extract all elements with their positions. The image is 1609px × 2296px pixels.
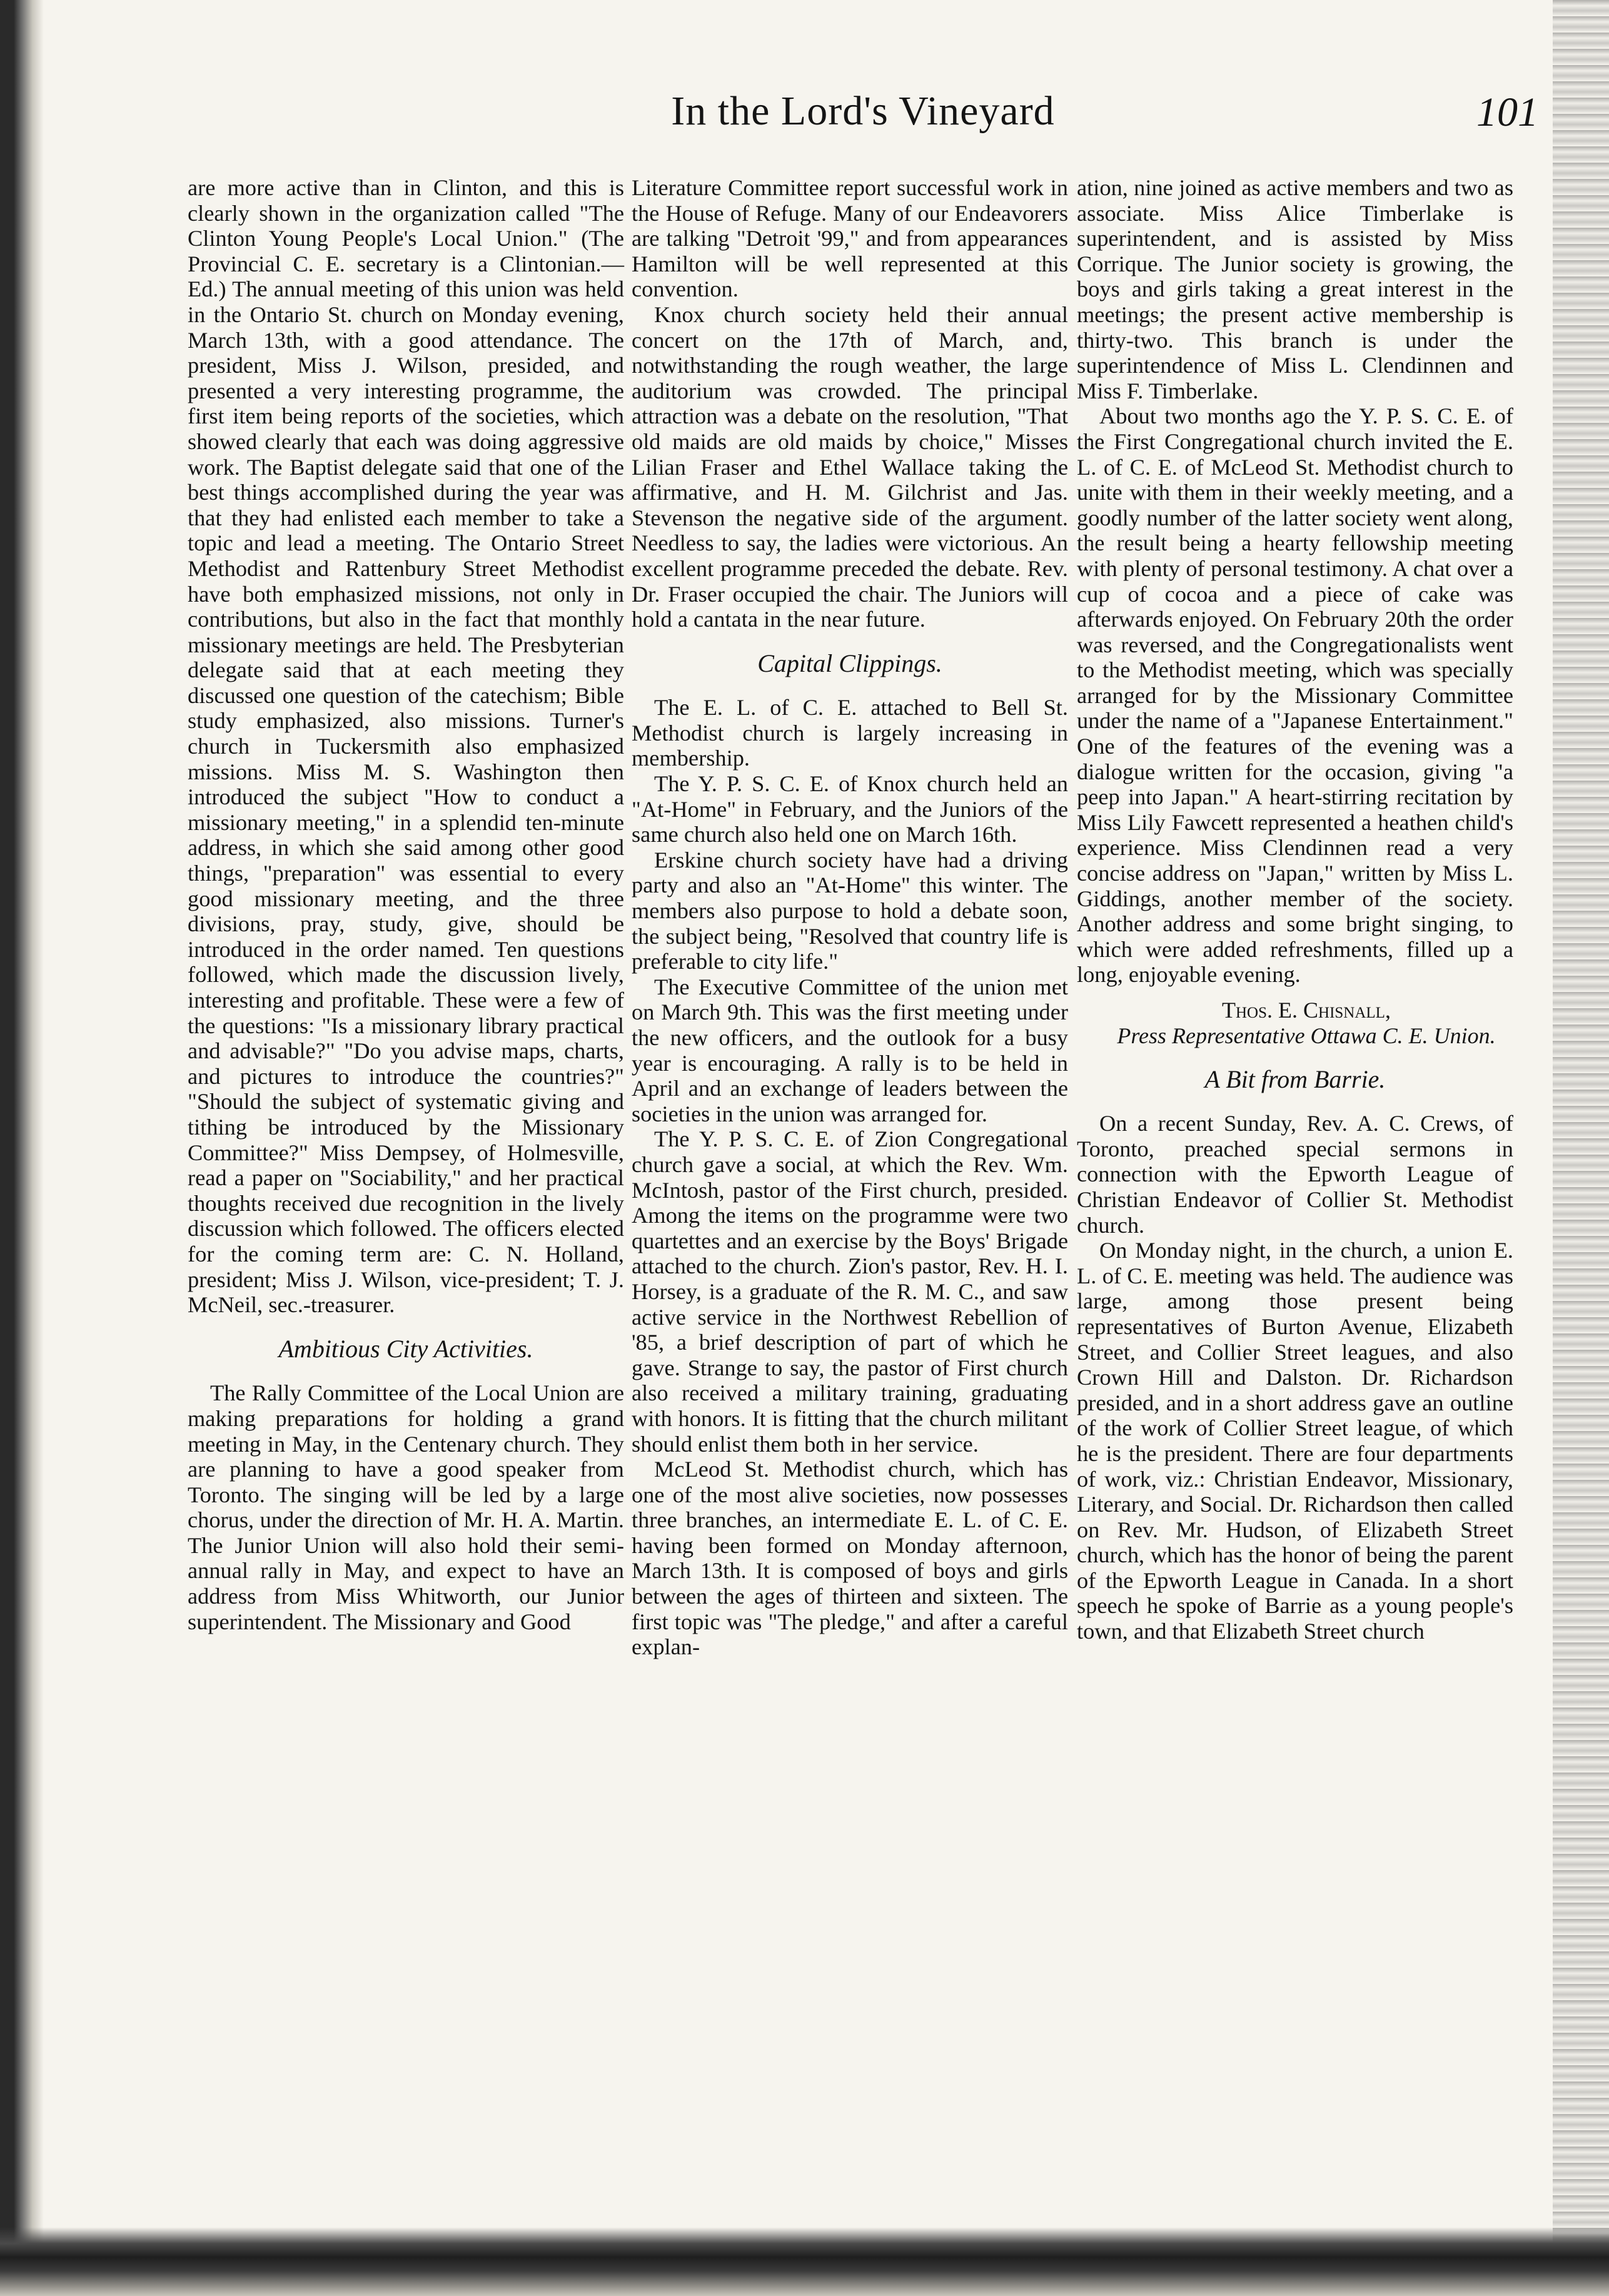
paragraph: McLeod St. Methodist church, which has one of the most alive societies, now possesses three branches, an intermediate E. L. of C. E. having been formed on Monday afternoon, March 13th. It is composed of boys and girls between the ages of thirteen and sixteen. The first topic was "The pledge," and after a careful explan- (632, 1457, 1068, 1660)
paragraph: On Monday night, in the church, a union E. L. of C. E. meeting was held. The audience was large, among those present being representatives of Burton Avenue, Elizabeth Street, and Collier Street leagues, and also Crown Hill and Dalston. Dr. Richardson presided, and in a short address gave an outline of the work of Collier Street league, of which he is the president. There are four departments of work, viz.: Christian Endeavor, Missionary, Literary, and Social. Dr. Richardson then called on Rev. Mr. Hudson, of Elizabeth Street church, which has the honor of being the parent of the Epworth League in Canada. In a short speech he spoke of Barrie as a young people's town, and that Elizabeth Street church (1077, 1238, 1513, 1644)
signature-name: Thos. E. Chisnall, (1222, 998, 1391, 1023)
column-2 (632, 175, 1068, 2202)
column-3 (1077, 175, 1513, 2202)
signature-title: Press Representative Ottawa C. E. Union. (1117, 1023, 1496, 1048)
paragraph: The Y. P. S. C. E. of Zion Congregational church gave a social, at which the Rev. Wm. McIntosh, pastor of the First church, presided. Among the items on the programme were two quartettes and an exercise by the Boys' Brigade attached to the church. Zion's pastor, Rev. H. I. Horsey, is a graduate of the R. M. C., and saw active service in the Northwest Rebellion of '85, a brief description of part of which he gave. Strange to say, the pastor of First church also received a military training, graduating with honors. It is fitting that the church militant should enlist them both in her service. (632, 1126, 1068, 1457)
paragraph: are more active than in Clinton, and this is clearly shown in the organization called "The Clinton Young People's Local Union." (The Provincial C. E. secretary is a Clintonian.—Ed.) The annual meeting of this union was held in the Ontario St. church on Monday evening, March 13th, with a good attendance. The president, Miss J. Wilson, presided, and presented a very interesting programme, the first item being reports of the societies, which showed clearly that each was doing aggressive work. The Baptist delegate said that one of the best things accomplished during the year was that they had enlisted each member to take a topic and lead a meeting. The Ontario Street Methodist and Rattenbury Street Methodist have both emphasized missions, not only in contributions, but also in the fact that monthly missionary meetings are held. The Presbyterian delegate said that at each meeting they discussed one question of the catechism; Bible study emphasized, also missions. Turner's church in Tuckersmith also emphasized missions. Miss M. S. Washington then introduced the subject "How to conduct a missionary meeting," in a splendid ten-minute address, in which she said among other good things, "preparation" was essential to every good missionary meeting, and the three divisions, pray, study, give, should be introduced in the order named. Ten questions followed, which made the discussion lively, interesting and profitable. These were a few of the questions: "Is a missionary library practical and advisable?" "Do you advise maps, charts, and pictures to introduce the countries?" "Should the subject of systematic giving and tithing be introduced by the Missionary Committee?" Miss Dempsey, of Holmesville, read a paper on "Sociability," and her practical thoughts received due recognition in the lively discussion which followed. The officers elected for the coming term are: C. N. Holland, president; Miss J. Wilson, vice-president; T. J. McNeil, sec.-treasurer. (188, 175, 624, 1318)
page-header (188, 88, 1538, 150)
paragraph: The Y. P. S. C. E. of Knox church held an "At-Home" in February, and the Juniors of the same church also held one on March 16th. (632, 771, 1068, 847)
paragraph: Knox church society held their annual concert on the 17th of March, and, notwithstanding the rough weather, the large auditorium was crowded. The principal attraction was a debate on the resolution, "That old maids are old maids by choice," Misses Lilian Fraser and Ethel Wallace taking the affirmative, and H. M. Gilchrist and Jas. Stevenson the negative side of the argument. Needless to say, the ladies were victorious. An excellent programme preceded the debate. Rev. Dr. Fraser occupied the chair. The Juniors will hold a cantata in the near future. (632, 301, 1068, 632)
running-head: In the Lord's Vineyard (671, 88, 1055, 134)
paragraph: The Executive Committee of the union met on March 9th. This was the first meeting under the new officers, and the outlook for a busy year is encouraging. A rally is to be held in April and an exchange of leaders between the societies in the union was arranged for. (632, 974, 1068, 1126)
paragraph: The E. L. of C. E. attached to Bell St. Methodist church is largely increasing in membership. (632, 695, 1068, 771)
paragraph: Literature Committee report successful work in the House of Refuge. Many of our Endeavorers are talking "Detroit '99," and from appearances Hamilton will be well represented at this convention. (632, 175, 1068, 302)
paragraph: On a recent Sunday, Rev. A. C. Crews, of Toronto, preached special sermons in connection with the Epworth League of Christian Endeavor of Collier St. Methodist church. (1077, 1111, 1513, 1238)
section-heading-ambitious-city: Ambitious City Activities. (278, 1334, 533, 1363)
paragraph: About two months ago the Y. P. S. C. E. of the First Congregational church invited the E. L. of C. E. of McLeod St. Methodist church to unite with them in their weekly meeting, and a goodly number of the latter society went along, the result being a hearty fellowship meeting with plenty of personal testimony. A chat over a cup of cocoa and a piece of cake was afterwards enjoyed. On February 20th the order was reversed, and the Congregationalists went to the Methodist meeting, which was specially arranged for by the Missionary Committee under the name of a "Japanese Entertainment." One of the features of the evening was a dialogue written for the occasion, giving "a peep into Japan." A heart-stirring recitation by Miss Lily Fawcett represented a heathen child's experience. Miss Clendinnen read a very concise address on "Japan," written by Miss L. Giddings, another member of the society. Another address and some bright singing, to which were added refreshments, filled up a long, enjoyable evening. (1077, 403, 1513, 988)
scan-right-edge (1553, 0, 1609, 2296)
column-1 (188, 175, 624, 2202)
section-heading-bit-from-barrie: A Bit from Barrie. (1204, 1065, 1386, 1093)
paragraph: Erskine church society have had a driving party and also an "At-Home" this winter. The members also purpose to hold a debate soon, the subject being, "Resolved that country life is preferable to city life." (632, 847, 1068, 974)
scan-binding-edge (0, 0, 44, 2296)
section-heading-capital-clippings: Capital Clippings. (757, 649, 942, 677)
paragraph: The Rally Committee of the Local Union are making preparations for holding a grand meeting in May, in the Centenary church. They are planning to have a good speaker from Toronto. The singing will be led by a large chorus, under the direction of Mr. H. A. Martin. The Junior Union will also hold their semi-annual rally in May, and expect to have an address from Miss Whitworth, our Junior superintendent. The Missionary and Good (188, 1380, 624, 1634)
paragraph: ation, nine joined as active members and two as associate. Miss Alice Timberlake is superintendent, and is assisted by Miss Corrique. The Junior society is growing, the boys and girls taking a great interest in the meetings; the present active membership is thirty-two. This branch is under the superintendence of Miss L. Clendinnen and Miss F. Timberlake. (1077, 175, 1513, 403)
page-number: 101 (1476, 89, 1538, 135)
scan-bottom-edge (0, 2227, 1609, 2296)
